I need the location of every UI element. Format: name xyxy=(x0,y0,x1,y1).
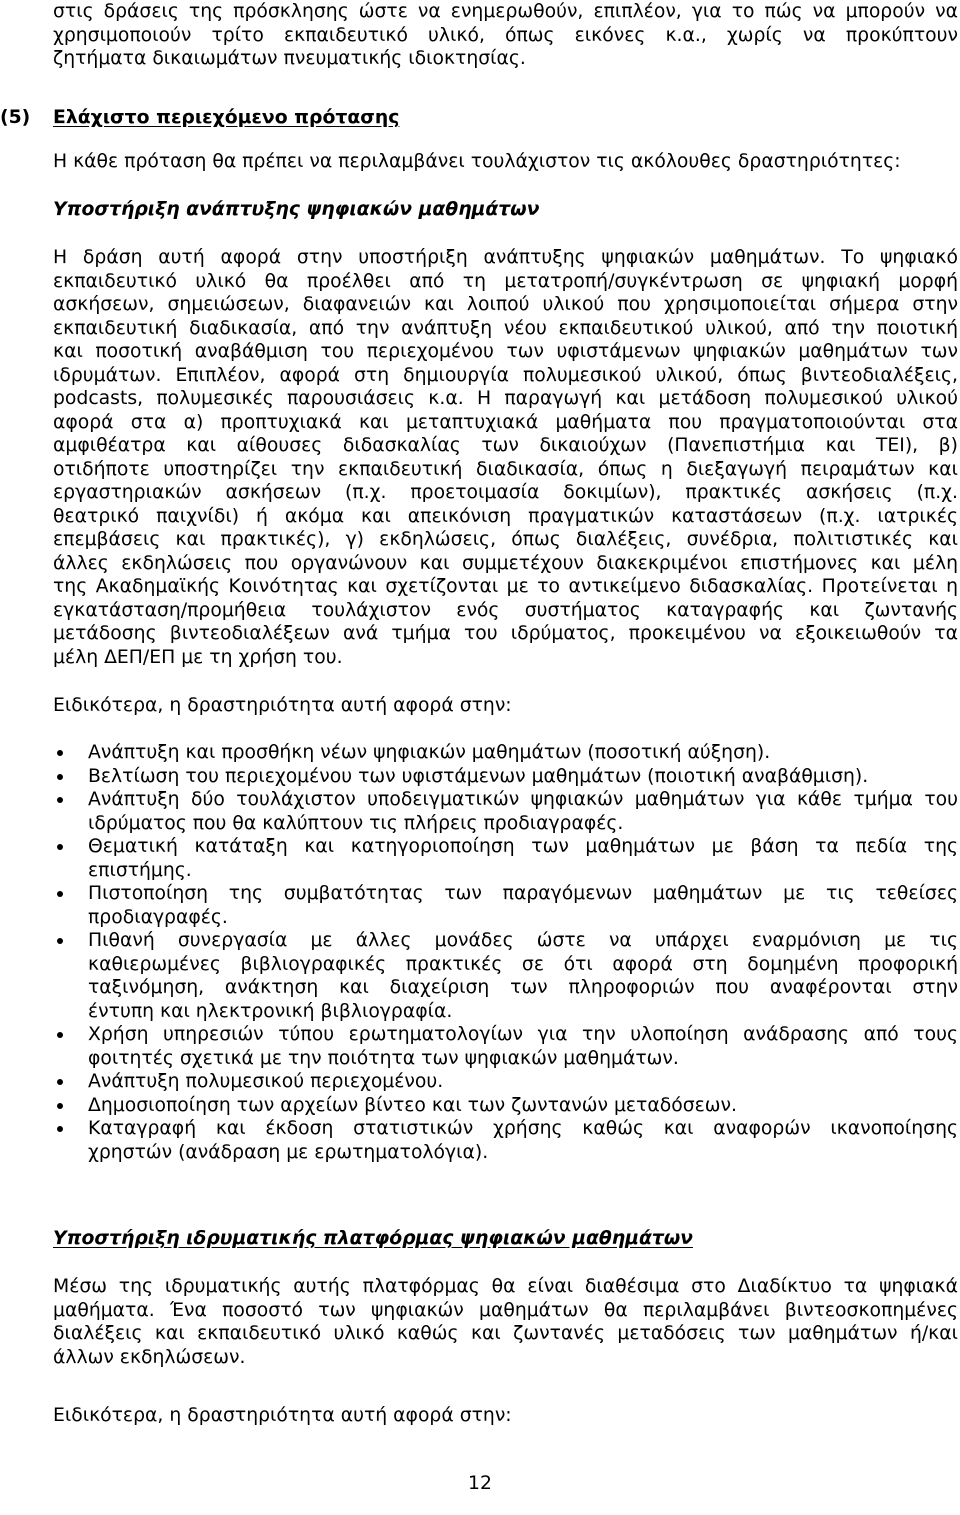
list-intro xyxy=(53,694,958,718)
bullet-text-line: Ανάπτυξη δύο τουλάχιστον υποδειγματικών ψηφιακών μαθημάτων για κάθε τμήμα του xyxy=(88,789,958,810)
section-intro-text: Η κάθε πρόταση θα πρέπει να περιλαμβάνει τουλάχιστον τις ακόλουθες δραστηριότητες: xyxy=(53,151,901,172)
bullet-item xyxy=(53,741,958,765)
bullet-text-line: καθιερωμένες βιβλιογραφικές πρακτικές σε ότι αφορά στη δομημένη προφορική xyxy=(88,953,958,975)
paragraph-line: μετάδοσης βιντεοδιαλέξεων ανά τμήμα του ιδρύματος, προκειμένου να εξοικειωθούν τα xyxy=(53,623,958,644)
bullet-item xyxy=(53,788,958,835)
paragraph-line: άλλων εκδηλώσεων. xyxy=(53,1346,246,1368)
bullet-text-line: Βελτίωση του περιεχομένου των υφιστάμενων μαθημάτων (ποιοτική αναβάθμιση). xyxy=(88,765,869,787)
paragraph-line: θεατρικό παιχνίδι) ή ακόμα και απεικόνιση πραγματικών καταστάσεων (π.χ. ιατρικές xyxy=(53,505,958,527)
bullet-marker xyxy=(57,938,63,944)
paragraph-line: Η δράση αυτή αφορά στην υποστήριξη ανάπτυξης ψηφιακών μαθημάτων. Το ψηφιακό xyxy=(53,247,958,268)
bullet-text-line: χρηστών (ανάδραση με ερωτηματολόγια). xyxy=(88,1141,489,1163)
paragraph-line: ιδρυμάτων. Επιπλέον, αφορά στη δημιουργία πολυμεσικού υλικού, όπως βιντεοδιαλέξεις, xyxy=(53,364,958,386)
bullet-item xyxy=(53,1094,958,1118)
paragraph-line: εκπαιδευτικό υλικό θα προέλθει από τη μετατροπή/συγκέντρωση σε ψηφιακή μορφή xyxy=(53,270,958,292)
paragraph-line: άλλες εκδηλώσεις που οργανώνουν και συμμετέχουν διακεκριμένοι επιστήμονες και μέλη xyxy=(53,552,958,574)
paragraph-line: στις δράσεις της πρόσκλησης ώστε να ενημερωθούν, επιπλέον, για το πώς να μπορούν να xyxy=(53,1,958,22)
bullet-marker xyxy=(57,774,63,780)
bullet-text-line: Πιστοποίηση της συμβατότητας των παραγόμενων μαθημάτων με τις τεθείσες xyxy=(88,883,958,904)
bullet-marker xyxy=(57,844,63,850)
bullet-marker xyxy=(57,1079,63,1085)
page-number: 12 xyxy=(468,1473,492,1494)
subsection-1-paragraph xyxy=(53,246,958,669)
bullet-item xyxy=(53,1117,958,1164)
list-intro xyxy=(53,1404,958,1428)
paragraph-line: διαλέξεις και εκπαιδευτικό υλικό καθώς και ζωντανές μεταδόσεις των μαθημάτων ή/και xyxy=(53,1323,958,1344)
paragraph-line: της Ακαδημαϊκής Κοινότητας και σχετίζονται με το αντικείμενο διδασκαλίας. Προτείνεται η xyxy=(53,576,958,597)
paragraph-line: εγκατάσταση/προμήθεια τουλάχιστον ενός συστήματος καταγραφής και ζωντανής xyxy=(53,599,958,621)
subsection-title: Υποστήριξη ανάπτυξης ψηφιακών μαθημάτων xyxy=(53,199,540,220)
bullet-item xyxy=(53,765,958,789)
bullet-item xyxy=(53,1023,958,1070)
paragraph-line: και ποσοτική αναβάθμιση του περιεχομένου των υφιστάμενων ψηφιακών μαθημάτων των xyxy=(53,341,958,362)
section-number: (5) xyxy=(0,107,31,128)
bullet-text-line: Θεματική κατάταξη και κατηγοριοποίηση των μαθημάτων με βάση τα πεδία της xyxy=(88,836,958,857)
paragraph-line: ασκήσεων, σημειώσεων, διαφανειών και λοιπού υλικού που χρησιμοποιείται σήμερα στην xyxy=(53,294,958,315)
subsection-1-heading xyxy=(53,198,958,222)
subsection-2-heading xyxy=(53,1227,958,1251)
paragraph-line: οτιδήποτε υποστηρίζει την εκπαιδευτική διαδικασία, όπως η διεξαγωγή πειραμάτων και xyxy=(53,458,958,480)
bullet-item xyxy=(53,835,958,882)
subsection-title: Υποστήριξη ιδρυματικής πλατφόρμας ψηφιακών μαθημάτων xyxy=(53,1228,693,1249)
section-title: Ελάχιστο περιεχόμενο πρότασης xyxy=(53,107,400,128)
section-intro xyxy=(53,150,958,174)
activity-list xyxy=(53,741,958,1164)
bullet-text-line: έντυπη και ηλεκτρονική βιβλιογραφία. xyxy=(88,1000,453,1022)
bullet-text-line: φοιτητές σχετικά με την ποιότητα των ψηφιακών μαθημάτων. xyxy=(88,1047,679,1069)
bullet-text-line: Χρήση υπηρεσιών τύπου ερωτηματολογίων για την υλοποίηση ανάδρασης από τους xyxy=(88,1024,958,1045)
bullet-marker xyxy=(57,1126,63,1132)
bullet-marker xyxy=(57,1032,63,1038)
intro-paragraph xyxy=(53,0,958,71)
paragraph-line: Μέσω της ιδρυματικής αυτής πλατφόρμας θα είναι διαθέσιμα στο Διαδίκτυο τα ψηφιακά xyxy=(53,1276,958,1297)
bullet-item xyxy=(53,882,958,929)
bullet-text-line: Ανάπτυξη και προσθήκη νέων ψηφιακών μαθημάτων (ποσοτική αύξηση). xyxy=(88,742,771,763)
bullet-text-line: Πιθανή συνεργασία με άλλες μονάδες ώστε να υπάρχει εναρμόνιση με τις xyxy=(88,930,958,951)
bullet-item xyxy=(53,929,958,1023)
bullet-text-line: προδιαγραφές. xyxy=(88,906,228,928)
bullet-text-line: επιστήμης. xyxy=(88,859,192,881)
bullet-marker xyxy=(57,797,63,803)
paragraph-line: εργαστηριακών ασκήσεων (π.χ. προετοιμασία δοκιμίων), πρακτικές ασκήσεις (π.χ. xyxy=(53,482,958,503)
bullet-text-line: ιδρύματος που θα καλύπτουν τις πλήρεις προδιαγραφές. xyxy=(88,812,624,834)
list-intro-text: Ειδικότερα, η δραστηριότητα αυτή αφορά στην: xyxy=(53,695,512,716)
paragraph-line: αφορά στα α) προπτυχιακά και μεταπτυχιακά μαθήματα που πραγματοποιούνται στα xyxy=(53,411,958,433)
bullet-text-line: Δημοσιοποίηση των αρχείων βίντεο και των ζωντανών μεταδόσεων. xyxy=(88,1094,737,1116)
paragraph-line: επεμβάσεις και πρακτικές), γ) εκδηλώσεις, όπως διαλέξεις, συνέδρια, πολιτιστικές και xyxy=(53,529,958,550)
paragraph-line: ζητήματα δικαιωμάτων πνευματικής ιδιοκτησίας. xyxy=(53,48,526,69)
bullet-item xyxy=(53,1070,958,1094)
bullet-marker xyxy=(57,1103,63,1109)
paragraph-line: χρησιμοποιούν τρίτο εκπαιδευτικό υλικό, όπως εικόνες κ.α., χωρίς να προκύπτουν xyxy=(53,24,958,46)
paragraph-line: μέλη ΔΕΠ/ΕΠ με τη χρήση του. xyxy=(53,646,343,668)
bullet-text-line: ταξινόμηση, ανάκτηση και διαχείριση των πληροφοριών που αναφέρονται στην xyxy=(88,977,958,998)
paragraph-line: podcasts, πολυμεσικές παρουσιάσεις κ.α. Η παραγωγή και μετάδοση πολυμεσικού υλικού xyxy=(53,388,958,409)
bullet-marker xyxy=(57,750,63,756)
bullet-text-line: Καταγραφή και έκδοση στατιστικών χρήσης καθώς και αναφορών ικανοποίησης xyxy=(88,1118,958,1139)
bullet-text-line: Ανάπτυξη πολυμεσικού περιεχομένου. xyxy=(88,1071,444,1092)
list-intro-text: Ειδικότερα, η δραστηριότητα αυτή αφορά στην: xyxy=(53,1405,512,1426)
subsection-2-paragraph xyxy=(53,1275,958,1369)
bullet-marker xyxy=(57,891,63,897)
paragraph-line: αμφιθέατρα και αίθουσες διδασκαλίας των δικαιούχων (Πανεπιστήμια και ΤΕΙ), β) xyxy=(53,435,958,456)
paragraph-line: μαθήματα. Ένα ποσοστό των ψηφιακών μαθημάτων θα περιλαμβάνει βιντεοσκοπημένες xyxy=(53,1299,958,1321)
paragraph-line: εκπαιδευτική διαδικασία, από την ανάπτυξη νέου εκπαιδευτικού υλικού, από την ποιοτική xyxy=(53,317,958,339)
